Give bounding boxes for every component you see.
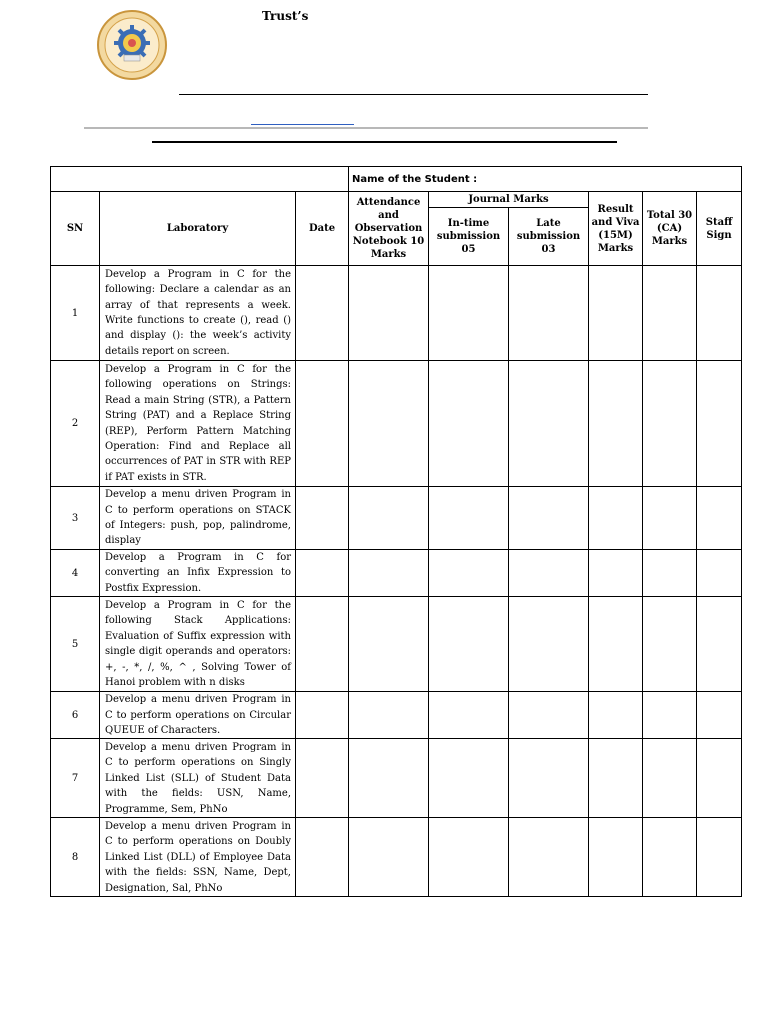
header-rule-1: [179, 94, 648, 95]
student-name-row: [51, 167, 742, 192]
header-row-1: [51, 192, 742, 208]
attendance-cell[interactable]: [349, 692, 429, 739]
result-cell[interactable]: [589, 597, 643, 692]
intime-cell[interactable]: [429, 597, 509, 692]
row-description: Develop a Program in C for the following: Declare a calendar as an array of that represents a week. Write functions to create (), read () and display (): the week’s activity details report on screen.: [100, 266, 296, 361]
total-cell[interactable]: [643, 550, 697, 597]
staff-sign-cell[interactable]: [697, 818, 742, 897]
total-cell[interactable]: [643, 597, 697, 692]
table-row: [51, 361, 742, 487]
result-cell[interactable]: [589, 818, 643, 897]
result-cell[interactable]: [589, 692, 643, 739]
row-sn: 4: [51, 550, 100, 597]
table-row: [51, 487, 742, 550]
table-row: [51, 739, 742, 818]
staff-sign-cell[interactable]: [697, 597, 742, 692]
row-description: Develop a Program in C for the following Stack Applications: Evaluation of Suffix expression with single digit operands and operators: +, -, *, /, %, ^ , Solving Tower of Hanoi problem with n disks: [100, 597, 296, 692]
result-cell[interactable]: [589, 550, 643, 597]
row-description: Develop a menu driven Program in C to perform operations on Circular QUEUE of Characters.: [100, 692, 296, 739]
staff-sign-cell[interactable]: [697, 361, 742, 487]
blank-cell: [51, 167, 349, 192]
header-link-underline[interactable]: [251, 124, 354, 125]
col-date: Date: [296, 192, 349, 266]
date-cell[interactable]: [296, 597, 349, 692]
institute-logo: [97, 10, 167, 80]
col-intime: In-time submission 05: [429, 208, 509, 266]
date-cell[interactable]: [296, 692, 349, 739]
total-cell[interactable]: [643, 361, 697, 487]
total-cell[interactable]: [643, 487, 697, 550]
attendance-cell[interactable]: [349, 361, 429, 487]
late-cell[interactable]: [509, 487, 589, 550]
intime-cell[interactable]: [429, 266, 509, 361]
staff-sign-cell[interactable]: [697, 692, 742, 739]
attendance-cell[interactable]: [349, 487, 429, 550]
intime-cell[interactable]: [429, 550, 509, 597]
intime-cell[interactable]: [429, 818, 509, 897]
result-cell[interactable]: [589, 266, 643, 361]
header-rule-2: [84, 127, 648, 129]
trust-heading: Trust’s: [262, 9, 309, 23]
late-cell[interactable]: [509, 266, 589, 361]
table-row: [51, 818, 742, 897]
col-laboratory: Laboratory: [100, 192, 296, 266]
staff-sign-cell[interactable]: [697, 550, 742, 597]
row-sn: 6: [51, 692, 100, 739]
intime-cell[interactable]: [429, 739, 509, 818]
intime-cell[interactable]: [429, 692, 509, 739]
result-cell[interactable]: [589, 361, 643, 487]
attendance-cell[interactable]: [349, 266, 429, 361]
total-cell[interactable]: [643, 692, 697, 739]
attendance-cell[interactable]: [349, 597, 429, 692]
col-staff-sign: Staff Sign: [697, 192, 742, 266]
date-cell[interactable]: [296, 361, 349, 487]
col-journal-marks: Journal Marks: [429, 192, 589, 208]
date-cell[interactable]: [296, 487, 349, 550]
table-row: [51, 550, 742, 597]
col-total: Total 30 (CA) Marks: [643, 192, 697, 266]
row-sn: 7: [51, 739, 100, 818]
row-description: Develop a menu driven Program in C to perform operations on Singly Linked List (SLL) of Student Data with the fields: USN, Name, Programme, Sem, PhNo: [100, 739, 296, 818]
row-sn: 8: [51, 818, 100, 897]
attendance-cell[interactable]: [349, 818, 429, 897]
col-result-viva: Result and Viva (15M) Marks: [589, 192, 643, 266]
date-cell[interactable]: [296, 550, 349, 597]
intime-cell[interactable]: [429, 361, 509, 487]
col-attendance: Attendance and Observation Notebook 10 Marks: [349, 192, 429, 266]
table-row: [51, 597, 742, 692]
table-row: [51, 692, 742, 739]
late-cell[interactable]: [509, 739, 589, 818]
row-sn: 2: [51, 361, 100, 487]
row-sn: 1: [51, 266, 100, 361]
intime-cell[interactable]: [429, 487, 509, 550]
col-sn: SN: [51, 192, 100, 266]
late-cell[interactable]: [509, 692, 589, 739]
row-sn: 5: [51, 597, 100, 692]
row-description: Develop a Program in C for the following operations on Strings: Read a main String (STR), a Pattern String (PAT) and a Replace String (REP), Perform Pattern Matching Operation: Find and Replace all occurrences of PAT in STR with REP if PAT exists in STR.: [100, 361, 296, 487]
late-cell[interactable]: [509, 597, 589, 692]
staff-sign-cell[interactable]: [697, 487, 742, 550]
late-cell[interactable]: [509, 818, 589, 897]
student-name-label[interactable]: Name of the Student :: [349, 167, 742, 192]
result-cell[interactable]: [589, 487, 643, 550]
col-late: Late submission 03: [509, 208, 589, 266]
row-sn: 3: [51, 487, 100, 550]
total-cell[interactable]: [643, 266, 697, 361]
row-description: Develop a menu driven Program in C to perform operations on STACK of Integers: push, pop, palindrome, display: [100, 487, 296, 550]
result-cell[interactable]: [589, 739, 643, 818]
header-rule-3: [152, 141, 617, 143]
late-cell[interactable]: [509, 361, 589, 487]
date-cell[interactable]: [296, 266, 349, 361]
staff-sign-cell[interactable]: [697, 266, 742, 361]
total-cell[interactable]: [643, 818, 697, 897]
date-cell[interactable]: [296, 739, 349, 818]
date-cell[interactable]: [296, 818, 349, 897]
late-cell[interactable]: [509, 550, 589, 597]
attendance-cell[interactable]: [349, 550, 429, 597]
total-cell[interactable]: [643, 739, 697, 818]
row-description: Develop a menu driven Program in C to perform operations on Doubly Linked List (DLL) of Employee Data with the fields: SSN, Name, Dept, Designation, Sal, PhNo: [100, 818, 296, 897]
table-row: [51, 266, 742, 361]
attendance-cell[interactable]: [349, 739, 429, 818]
staff-sign-cell[interactable]: [697, 739, 742, 818]
row-description: Develop a Program in C for converting an Infix Expression to Postfix Expression.: [100, 550, 296, 597]
lab-record-table: [50, 166, 742, 897]
